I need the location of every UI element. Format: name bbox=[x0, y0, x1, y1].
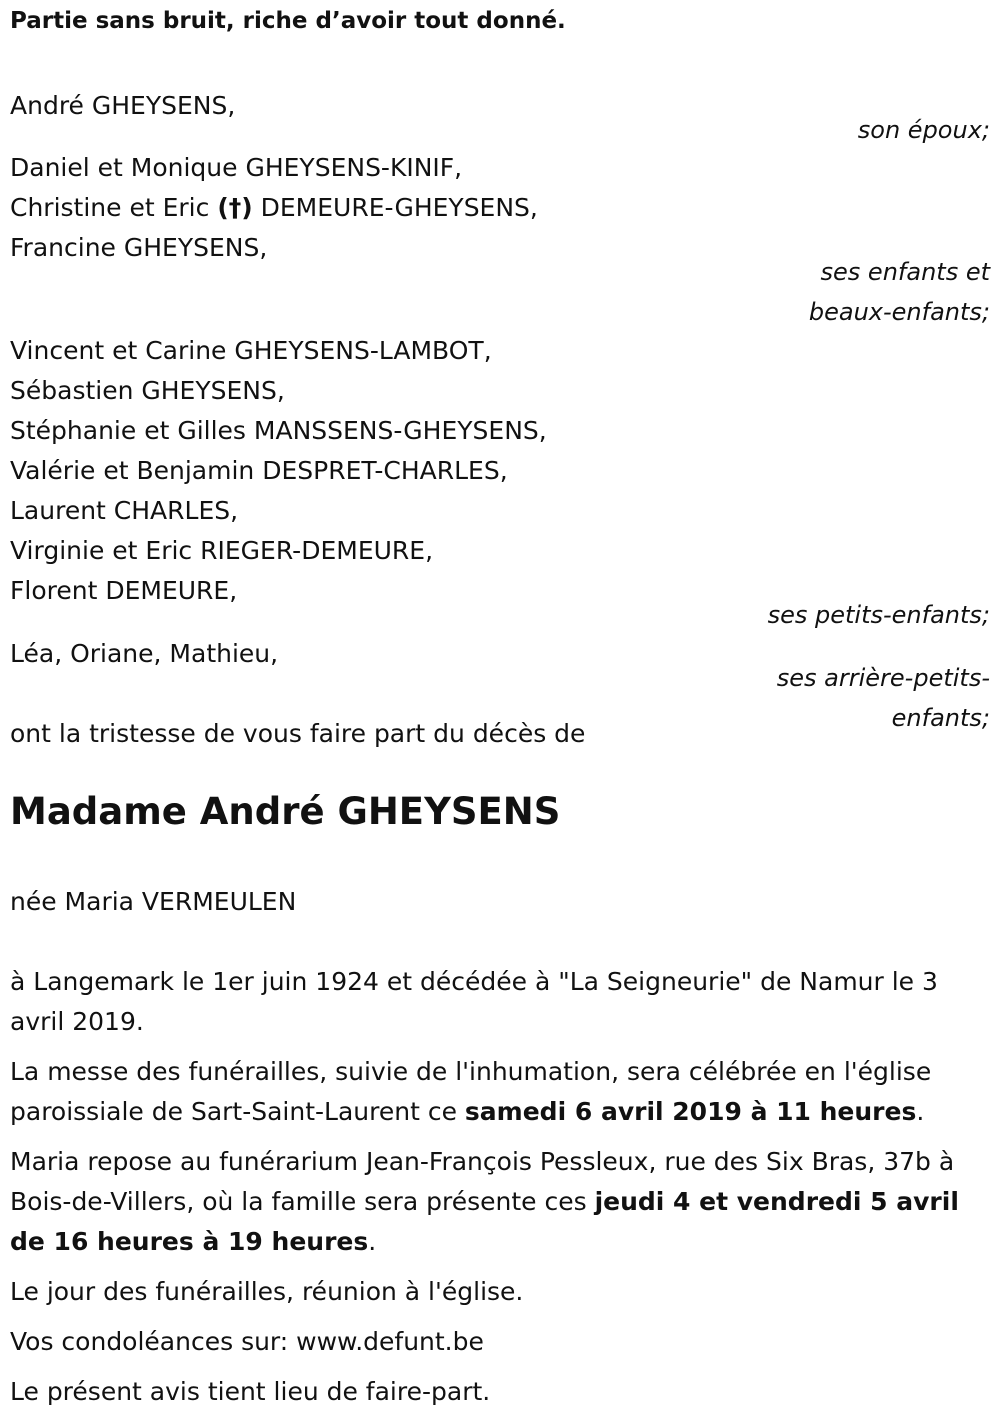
role-great-grandchildren bbox=[777, 658, 990, 738]
role-line: son époux; bbox=[857, 116, 990, 144]
visitation-text: Maria repose au funérarium Jean-François Pessleux, rue des Six Bras, 37b à Bois-de-Villers, où la famille sera présente ces bbox=[10, 1147, 955, 1216]
name-line: Sébastien GHEYSENS, bbox=[10, 376, 285, 405]
name-line-part: Christine et Eric bbox=[10, 193, 210, 222]
funeral-mass-paragraph bbox=[10, 1052, 985, 1132]
funeral-mass-text: La messe des funérailles, suivie de l'inhumation, sera célébrée en l'église paroissiale de Sart-Saint-Laurent ce bbox=[10, 1057, 932, 1126]
birth-death-paragraph: à Langemark le 1er juin 1924 et décédée à "La Seigneurie" de Namur le 3 avril 2019. bbox=[10, 967, 938, 1036]
deceased-name: Madame André GHEYSENS bbox=[10, 790, 561, 833]
meeting-paragraph: Le jour des funérailles, réunion à l'église. bbox=[10, 1277, 524, 1306]
visitation-dates: jeudi 4 et vendredi 5 avril de 16 heures à 19 heures bbox=[10, 1187, 959, 1256]
condolences-paragraph: Vos condoléances sur: www.defunt.be bbox=[10, 1327, 484, 1356]
visitation-end: . bbox=[368, 1227, 377, 1256]
name-line: Daniel et Monique GHEYSENS-KINIF, bbox=[10, 153, 463, 182]
funeral-mass-end: . bbox=[916, 1097, 925, 1126]
role-line: ses petits-enfants; bbox=[767, 601, 990, 629]
name-line: André GHEYSENS, bbox=[10, 91, 236, 120]
name-line: Vincent et Carine GHEYSENS-LAMBOT, bbox=[10, 336, 492, 365]
role-line: beaux-enfants; bbox=[808, 298, 990, 326]
role-line: enfants; bbox=[891, 704, 990, 732]
names-children bbox=[10, 148, 538, 268]
role-spouse bbox=[858, 110, 990, 150]
details bbox=[10, 962, 985, 1422]
name-line: Virginie et Eric RIEGER-DEMEURE, bbox=[10, 536, 434, 565]
name-line: Francine GHEYSENS, bbox=[10, 233, 268, 262]
names-great-grandchildren bbox=[10, 634, 278, 674]
epigraph: Partie sans bruit, riche d’avoir tout donné. bbox=[10, 8, 566, 34]
name-line: Valérie et Benjamin DESPRET-CHARLES, bbox=[10, 456, 508, 485]
name-line: Stéphanie et Gilles MANSSENS-GHEYSENS, bbox=[10, 416, 547, 445]
funeral-mass-date: samedi 6 avril 2019 à 11 heures bbox=[464, 1097, 917, 1126]
role-grandchildren bbox=[768, 595, 990, 635]
role-children bbox=[809, 252, 990, 332]
intro-text: ont la tristesse de vous faire part du décès de bbox=[10, 719, 586, 748]
notice-paragraph: Le présent avis tient lieu de faire-part. bbox=[10, 1377, 491, 1406]
name-line: Léa, Oriane, Mathieu, bbox=[10, 639, 279, 668]
name-line bbox=[10, 188, 538, 228]
name-line-part: DEMEURE-GHEYSENS, bbox=[260, 193, 538, 222]
name-line: Laurent CHARLES, bbox=[10, 496, 239, 525]
name-line: Florent DEMEURE, bbox=[10, 576, 238, 605]
names-grandchildren bbox=[10, 331, 547, 611]
names-spouse bbox=[10, 86, 235, 126]
cross-icon: (†) bbox=[217, 193, 253, 222]
born-name: née Maria VERMEULEN bbox=[10, 887, 297, 916]
role-line: ses arrière-petits- bbox=[776, 664, 990, 692]
visitation-paragraph bbox=[10, 1142, 985, 1262]
role-line: ses enfants et bbox=[820, 258, 990, 286]
